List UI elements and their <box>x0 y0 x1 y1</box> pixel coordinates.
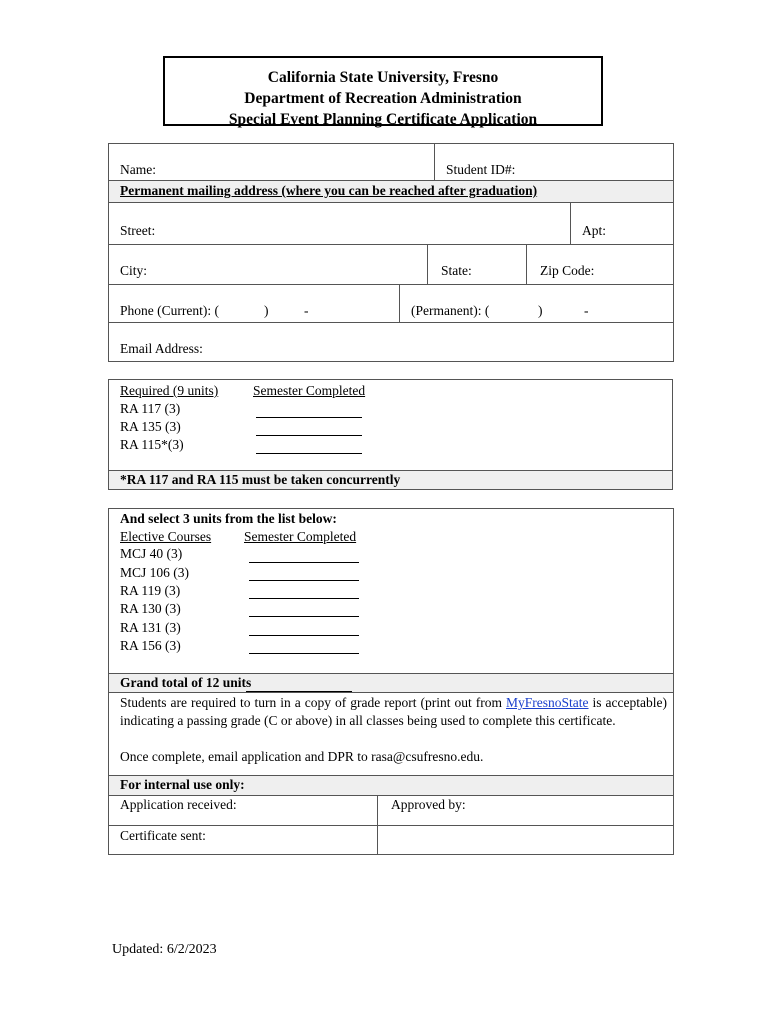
divider <box>108 825 674 826</box>
elective-course: MCJ 40 (3) <box>120 546 183 561</box>
phone-current-field[interactable]: Phone (Current): ( <box>120 303 219 318</box>
elective-course: RA 119 (3) <box>120 583 181 598</box>
instructions-paragraph <box>120 694 667 730</box>
form-title: Special Event Planning Certificate Application <box>228 111 538 128</box>
elective-course: RA 131 (3) <box>120 620 181 635</box>
certificate-sent-field[interactable]: Certificate sent: <box>120 828 206 843</box>
divider <box>108 692 674 693</box>
student-id-field[interactable]: Student ID#: <box>446 162 516 177</box>
required-course: RA 117 (3) <box>120 401 181 416</box>
semester-blank[interactable] <box>256 417 362 418</box>
phone-current-paren: ) <box>264 303 269 318</box>
divider <box>108 284 674 285</box>
divider <box>427 244 428 284</box>
name-field[interactable]: Name: <box>120 162 156 177</box>
semester-blank[interactable] <box>249 562 359 563</box>
required-heading: Required (9 units) <box>120 383 219 398</box>
email-instructions: Once complete, email application and DPR to rasa@csufresno.edu. <box>120 749 484 764</box>
semester-blank[interactable] <box>256 453 362 454</box>
email-field[interactable]: Email Address: <box>120 341 203 356</box>
street-field[interactable]: Street: <box>120 223 156 238</box>
elective-semester-heading: Semester Completed <box>244 529 357 544</box>
elective-courses-heading: Elective Courses <box>120 529 212 544</box>
semester-blank[interactable] <box>249 580 359 581</box>
divider <box>526 244 527 284</box>
semester-blank[interactable] <box>249 598 359 599</box>
zip-code-field[interactable]: Zip Code: <box>540 263 595 278</box>
divider <box>399 284 400 322</box>
required-semester-heading: Semester Completed <box>253 383 366 398</box>
divider <box>108 795 674 796</box>
apt-field[interactable]: Apt: <box>582 223 607 238</box>
semester-blank[interactable] <box>249 653 359 654</box>
divider <box>108 202 674 203</box>
approved-by-field[interactable]: Approved by: <box>391 797 466 812</box>
semester-blank[interactable] <box>249 616 359 617</box>
required-course: RA 115*(3) <box>120 437 184 452</box>
department-name: Department of Recreation Administration <box>244 90 522 107</box>
elective-course: MCJ 106 (3) <box>120 565 190 580</box>
divider <box>108 244 674 245</box>
semester-blank[interactable] <box>249 635 359 636</box>
phone-permanent-dash: - <box>584 303 589 318</box>
phone-current-dash: - <box>304 303 309 318</box>
university-name: California State University, Fresno <box>267 69 499 86</box>
instructions-text: is acceptable) indicating a passing grade (C or above) in all classes being used to complete this certificate. <box>120 695 668 728</box>
grand-total-blank[interactable] <box>246 691 352 692</box>
phone-permanent-paren: ) <box>538 303 543 318</box>
form-title-box <box>163 56 603 126</box>
contact-info-table <box>108 143 674 362</box>
updated-date: Updated: 6/2/2023 <box>112 942 217 957</box>
address-heading: Permanent mailing address (where you can be reached after graduation) <box>120 183 538 198</box>
semester-blank[interactable] <box>256 435 362 436</box>
concurrent-note: *RA 117 and RA 115 must be taken concurrently <box>120 472 401 487</box>
grand-total: Grand total of 12 units <box>120 675 252 690</box>
elective-course: RA 130 (3) <box>120 601 181 616</box>
required-course: RA 135 (3) <box>120 419 181 434</box>
instructions-text: Students are required to turn in a copy of grade report (print out from <box>120 695 507 710</box>
divider <box>434 143 435 181</box>
state-field[interactable]: State: <box>441 263 472 278</box>
application-received-field[interactable]: Application received: <box>120 797 237 812</box>
myfresnostate-link[interactable]: MyFresnoState <box>506 695 589 710</box>
divider <box>570 202 571 244</box>
city-field[interactable]: City: <box>120 263 148 278</box>
internal-heading: For internal use only: <box>120 777 245 792</box>
phone-permanent-field[interactable]: (Permanent): ( <box>411 303 490 318</box>
elective-heading: And select 3 units from the list below: <box>120 511 337 526</box>
divider <box>108 322 674 323</box>
elective-course: RA 156 (3) <box>120 638 181 653</box>
